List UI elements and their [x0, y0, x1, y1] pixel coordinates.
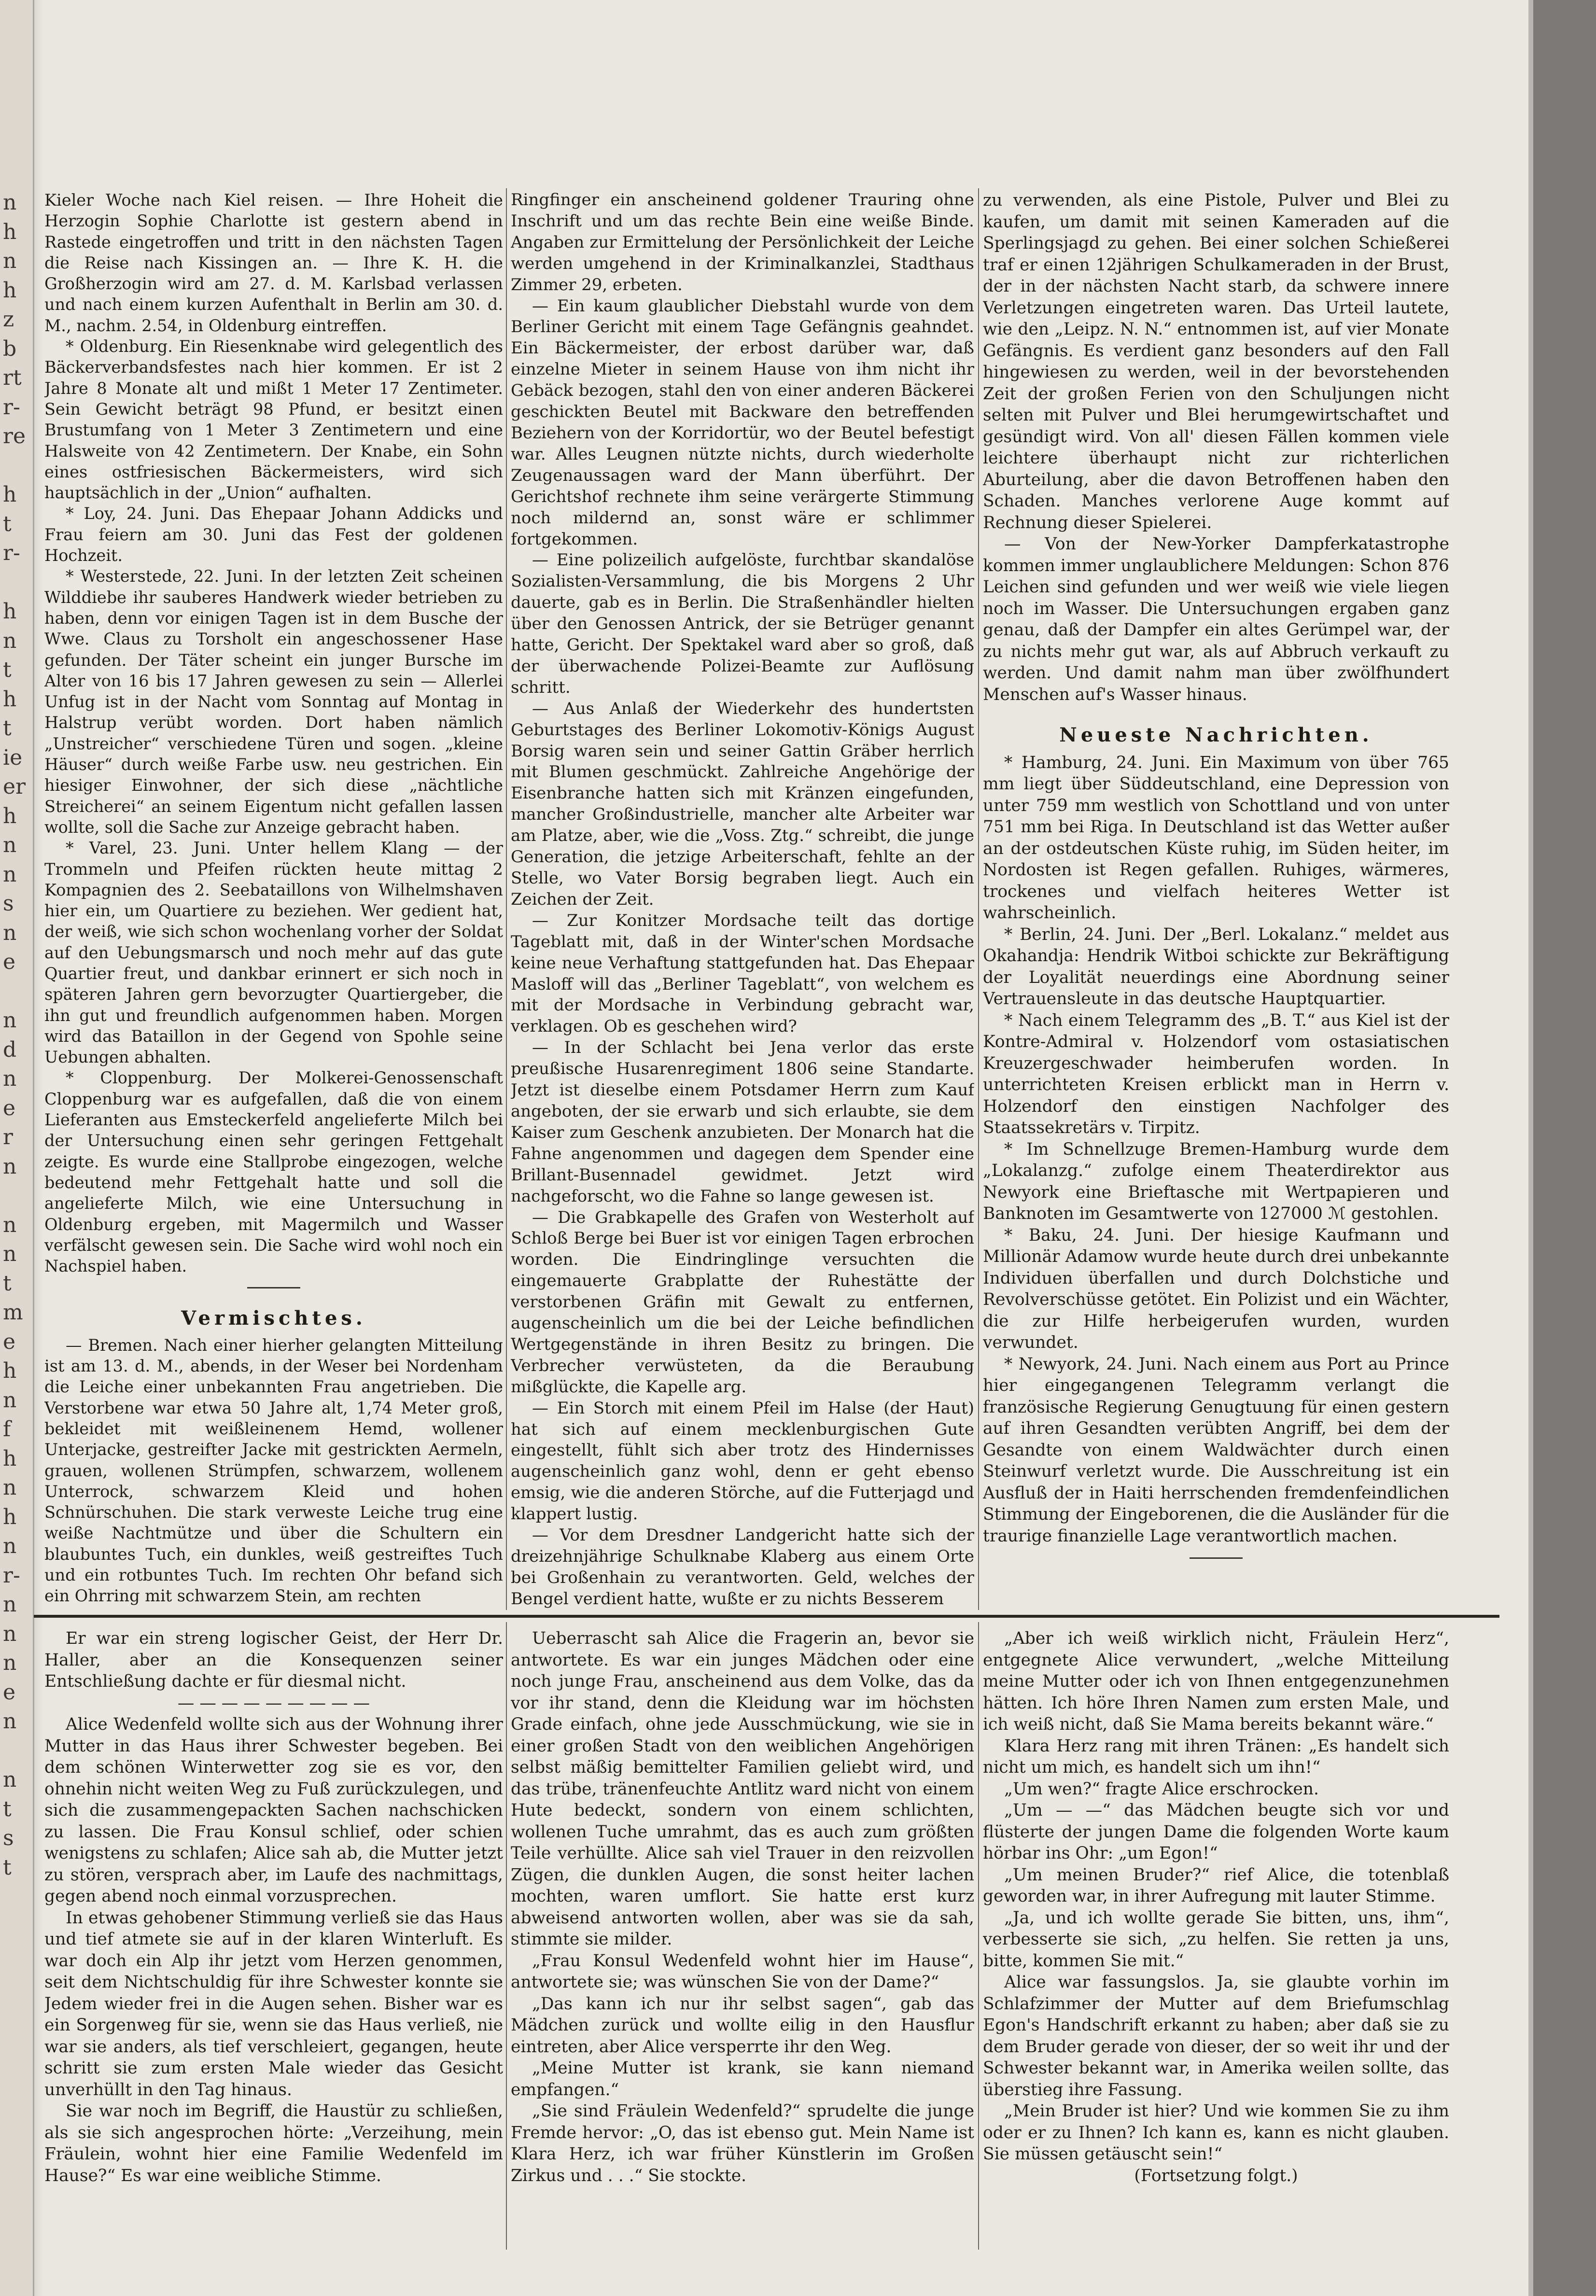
feuilleton-column-2: [511, 1628, 974, 2251]
column-rule: [978, 188, 979, 1610]
news-paragraph: — Aus Anlaß der Wiederkehr des hundertsten Geburtstages des Berliner Lokomotiv-Königs August Borsig waren sein und seiner Gattin Gräber herrlich mit Blumen geschmückt. Zahlreiche Angehörige der Eisenbranche hatten sich mit Kränzen eingefunden, mancher Großindustrielle, mancher alte Arbeiter war am Platze, aber, wie die „Voss. Ztg.“ schreibt, die junge Generation, die jetzige Arbeiterschaft, fehlte an der Stelle, wo Vater Borsig begraben liegt. Auch ein Zeichen der Zeit.: [511, 699, 974, 909]
news-paragraph: zu verwenden, als eine Pistole, Pulver und Blei zu kaufen, um damit mit seinen Kameraden auf die Sperlingsjagd zu gehen. Bei einer solchen Schießerei traf er einen 12jährigen Schulkameraden in der Brust, der in der nächsten Nacht starb, da schwere innere Verletzungen eingetreten waren. Das Urteil lautete, wie den „Leipz. N. N.“ entnommen ist, auf vier Monate Gefängnis. Es verdient ganz besonders auf den Fall hingewiesen zu werden, weil in der bevorstehenden Zeit der großen Ferien von den Schuljungen nicht selten mit Pulver und Blei herumgewirtschaftet und gesündigt wird. Von all' diesen Fällen kommen viele leichtere überhaupt nicht zur richterlichen Aburteilung, aber die davon Betroffenen haben den Schaden. Manches verlorene Auge kommt auf Rechnung dieser Spielerei.: [983, 191, 1449, 532]
feuilleton-paragraph: In etwas gehobener Stimmung verließ sie das Haus und tief atmete sie auf in der klaren Winterluft. Es war doch ein Alp ihr jetzt vom Herzen genommen, seit dem Nichtschuldig für ihre Schwester konnte sie Jedem wieder frei in die Augen sehen. Bisher war es ein Sorgenweg für sie, wenn sie das Haus verließ, nie war sie anders, als tief verschleiert, gegangen, heute schritt sie zum ersten Male wieder das Gesicht unverhüllt in den Tag hinaus.: [44, 1908, 503, 2100]
news-paragraph: * Varel, 23. Juni. Unter hellem Klang — der Trommeln und Pfeifen rückten heute mittag 2 Kompagnien des 2. Seebataillons von Wilhelmshaven hier ein, um Quartiere zu beziehen. Wer gedient hat, der weiß, wie sich schon wochenlang vorher der Soldat auf den Uebungsmarsch und noch mehr auf das gute Quartier freut, und dankbar erinnert er sich noch in späteren Jahren gern bevorzugter Quartiergeber, die ihn gut und freundlich aufgenommen haben. Morgen wird das Bataillon in der Gegend von Spohle seine Uebungen abhalten.: [44, 839, 503, 1067]
feuilleton-paragraph: „Ja, und ich wollte gerade Sie bitten, uns, ihm“, verbesserte sie sich, „zu helfen. Sie retten ja uns, bitte, kommen Sie mit.“: [983, 1908, 1449, 1971]
feuilleton-paragraph: „Sie sind Fräulein Wedenfeld?“ sprudelte die junge Fremde hervor: „O, das ist ebenso gut. Mein Name ist Klara Herz, ich war früher Künstlerin im Großen Zirkus und . . .“ Sie stockte.: [511, 2101, 974, 2185]
feuilleton-paragraph: Er war ein streng logischer Geist, der Herr Dr. Haller, aber an die Konsequenzen seiner Entschließung dachte er für diesmal nicht.: [44, 1629, 503, 1691]
scene-break: — — — — — — — — —: [177, 1693, 370, 1713]
news-column-3: [983, 190, 1449, 1609]
news-paragraph: — Eine polizeilich aufgelöste, furchtbar skandalöse Sozialisten-Versammlung, die bis Morgens 2 Uhr dauerte, gab es in Berlin. Die Straßenhändler hielten über den Genossen Antrick, der sie Betrüger genannt hatte, Gericht. Der Spektakel ward aber so groß, daß der überwachende Polizei-Beamte zur Auflösung schritt.: [511, 550, 974, 697]
section-heading-neueste-nachrichten: Neueste Nachrichten.: [1059, 724, 1373, 746]
feuilleton-paragraph: „Frau Konsul Wedenfeld wohnt hier im Hause“, antwortete sie; was wünschen Sie von der Dame?“: [511, 1951, 974, 1992]
feuilleton-paragraph: Ueberrascht sah Alice die Fragerin an, bevor sie antwortete. Es war ein junges Mädchen oder eine noch junge Frau, anscheinend aus dem Volke, das da vor ihr stand, denn die Kleidung war im höchsten Grade einfach, ohne jede Ausschmückung, wie sie in einer großen Stadt von den weiblichen Angehörigen selbst mäßig bemittelter Familien geliebt wird, und das trübe, tränenfeuchte Antlitz ward nicht von einem Hute bedeckt, sondern von einem schlichten, wollenen Tuche umrahmt, das es auch zum größten Teile verhüllte. Alice sah viel Trauer in den reizvollen Zügen, die dunklen Augen, die sonst heiter lachen mochten, waren umflort. Sie hatte erst kurz abweisend antworten wollen, aber was sie da sah, stimmte sie milder.: [511, 1629, 974, 1949]
column-rule: [506, 188, 507, 1610]
page-edge-inner: [1528, 0, 1533, 2296]
feuilleton-paragraph: Klara Herz rang mit ihren Tränen: „Es handelt sich nicht um mich, es handelt sich um ihn!“: [983, 1736, 1449, 1777]
column-rule: [506, 1622, 507, 2250]
end-divider: [1190, 1557, 1243, 1559]
news-paragraph: * Nach einem Telegramm des „B. T.“ aus Kiel ist der Kontre-Admiral v. Holzendorf vom ostasiatischen Kreuzergeschwader heimberufen worden. In unterrichteten Kreisen erblickt man in Herrn v. Holzendorf den einstigen Nachfolger des Staatssekretärs v. Tirpitz.: [983, 1010, 1449, 1137]
feuilleton-paragraph: „Um — —“ das Mädchen beugte sich vor und flüsterte der jungen Dame die folgenden Worte kaum hörbar ins Ohr: „um Egon!“: [983, 1801, 1449, 1863]
feuilleton-paragraph: „Um wen?“ fragte Alice erschrocken.: [1004, 1779, 1319, 1799]
adjacent-page-edge: [0, 0, 34, 2296]
feuilleton-paragraph: Alice Wedenfeld wollte sich aus der Wohnung ihrer Mutter in das Haus ihrer Schwester begeben. Bei dem schönen Winterwetter zog sie es vor, den ohnehin nicht weiten Weg zu Fuß zurückzulegen, und sich die zusammengepackten Sachen nachschicken zu lassen. Die Frau Konsul schlief, oder schien wenigstens zu schlafen; Alice sah ab, die Mutter jetzt zu stören, versprach aber, im Laufe des nachmittags, gegen abend noch einmal vorzusprechen.: [44, 1715, 503, 1906]
news-paragraph: * Baku, 24. Juni. Der hiesige Kaufmann und Millionär Adamow wurde heute durch drei unbekannte Individuen überfallen und durch Dolchstiche und Revolverschüsse getötet. Ein Polizist und ein Wächter, die zur Hilfe herbeigerufen wurden, wurden verwundet.: [983, 1225, 1449, 1352]
section-divider: [247, 1287, 300, 1288]
news-paragraph: * Newyork, 24. Juni. Nach einem aus Port au Prince hier eingegangenen Telegramm verlangt die französische Regierung Genugtuung für einen gestern auf ihren Gesandten verübten Angriff, bei dem der Gesandte von einem Waldwächter durch einen Steinwurf verletzt wurde. Die Ausschreitung ist ein Ausfluß der in Haiti herrschenden fremdenfeindlichen Stimmung der Eingeborenen, die die Ausländer für die traurige finanzielle Lage verantwortlich machen.: [983, 1354, 1449, 1546]
section-heading-vermischtes: Vermischtes.: [181, 1307, 366, 1330]
feuilleton-column-1: [44, 1628, 503, 2251]
feuilleton-paragraph: „Aber ich weiß wirklich nicht, Fräulein Herz“, entgegnete Alice verwundert, „welche Mitteilung meine Mutter oder ich von Ihnen entgegenzunehmen hätten. Ich höre Ihren Namen zum ersten Male, und ich weiß nicht, daß Sie Mama bereits bekannt wäre.“: [983, 1629, 1449, 1734]
news-paragraph: * Oldenburg. Ein Riesenknabe wird gelegentlich des Bäckerverbandsfestes nach hier kommen. Er ist 2 Jahre 8 Monate alt und mißt 1 Meter 17 Zentimeter. Sein Gewicht beträgt 98 Pfund, er besitzt einen Brustumfang von 1 Meter 3 Zentimetern und eine Halsweite von 42 Zentimetern. Der Knabe, ein Sohn eines ostfriesischen Bäckermeisters, wird sich hauptsächlich in der „Union“ aufhalten.: [44, 337, 503, 503]
feuilleton-paragraph: „Das kann ich nur ihr selbst sagen“, gab das Mädchen zurück und wollte eilig in den Hausflur eintreten, aber Alice versperrte ihr den Weg.: [511, 1994, 974, 2057]
news-paragraph: * Cloppenburg. Der Molkerei-Genossenschaft Cloppenburg war es aufgefallen, daß die von einem Lieferanten aus Emsteckerfeld angelieferte Milch bei der Untersuchung einen sehr geringen Fettgehalt zeigte. Es wurde eine Stallprobe eingezogen, welche bedeutend mehr Fettgehalt hatte und soll die angelieferte Milch, wie eine Untersuchung in Oldenburg ergeben, mit Magermilch und Wasser verfälscht gewesen sein. Die Sache wird wohl noch ein Nachspiel haben.: [44, 1068, 503, 1276]
news-paragraph: — Bremen. Nach einer hierher gelangten Mitteilung ist am 13. d. M., abends, in der Weser bei Nordenham die Leiche einer unbekannten Frau angetrieben. Die Verstorbene war etwa 50 Jahre alt, 1,74 Meter groß, bekleidet mit weißleinenem Hemd, wollener Unterjacke, gestreifter Jacke mit gestrickten Aermeln, grauen, wollenen Strümpfen, schwarzem, wollenem Unterrock, schwarzem Kleid und hohen Schnürschuhen. Die stark verweste Leiche trug eine weiße Nachtmütze und über die Schultern ein blaubuntes Tuch, ein dunkles, weiß gestreiftes Tuch und ein rotbuntes Tuch. Im rechten Ohr befand sich ein Ohrring mit schwarzem Stein, am rechten: [44, 1335, 503, 1606]
news-paragraph: Ringfinger ein anscheinend goldener Trauring ohne Inschrift und um das rechte Bein eine weiße Binde. Angaben zur Ermittelung der Persönlichkeit der Leiche werden umgehend in der Kriminalkanzlei, Stadthaus Zimmer 29, erbeten.: [511, 190, 974, 294]
news-paragraph: Kieler Woche nach Kiel reisen. — Ihre Hoheit die Herzogin Sophie Charlotte ist gestern abend in Rastede eingetroffen und tritt in den nächsten Tagen die Reise nach Kissingen an. — Ihre K. H. die Großherzogin wird am 27. d. M. Karlsbad verlassen und nach einem kurzen Aufenthalt in Berlin am 30. d. M., nachm. 2.54, in Oldenburg eintreffen.: [44, 191, 503, 335]
news-paragraph: * Loy, 24. Juni. Das Ehepaar Johann Addicks und Frau feiern am 30. Juni das Fest der goldenen Hochzeit.: [44, 504, 503, 565]
news-paragraph: * Westerstede, 22. Juni. In der letzten Zeit scheinen Wilddiebe ihr sauberes Handwerk wieder betrieben zu haben, denn vor einigen Tagen ist in dem Busche der Wwe. Claus zu Torsholt ein angeschossener Hase gefunden. Der Täter scheint ein junger Bursche im Alter von 16 bis 17 Jahren gewesen zu sein — Allerlei Unfug ist in der Nacht vom Sonntag auf Montag in Halstrup verübt worden. Dort haben nämlich „Unstreicher“ verschiedene Türen und sogen. „kleine Häuser“ durch weiße Farbe usw. neu gestrichen. Ein hiesiger Einwohner, der sich diese „nächtliche Streicherei“ an seinem Eigentum nicht gefallen lassen wollte, soll die Sache zur Anzeige gebracht haben.: [44, 567, 503, 837]
news-column-2: [511, 190, 974, 1609]
news-paragraph: — Die Grabkapelle des Grafen von Westerholt auf Schloß Berge bei Buer ist vor einigen Tagen erbrochen worden. Die Eindringlinge versuchten die eingemauerte Grabplatte der Ruhestätte der verstorbenen Gräfin mit Gewalt zu entfernen, augenscheinlich um die bei der Leiche befindlichen Wertgegenstände in ihren Besitz zu bringen. Die Verbrecher verwüsteten, da die Beraubung mißglückte, die Kapelle arg.: [511, 1207, 974, 1397]
feuilleton-paragraph: Sie war noch im Begriff, die Haustür zu schließen, als sie sich angesprochen hörte: „Verzeihung, mein Fräulein, wohnt hier eine Familie Wedenfeld im Hause?“ Es war eine weibliche Stimme.: [44, 2101, 503, 2185]
column-rule: [978, 1622, 979, 2250]
continuation-note: (Fortsetzung folgt.): [1134, 2166, 1298, 2185]
feuilleton-column-3: [983, 1628, 1449, 2251]
news-paragraph: * Hamburg, 24. Juni. Ein Maximum von über 765 mm liegt über Süddeutschland, eine Depression von unter 759 mm westlich von Schottland und von unter 751 mm bei Riga. In Deutschland ist das Wetter außer an der ostdeutschen Küste ruhig, im Süden heiter, im Nordosten ist Regen gefallen. Ruhiges, wärmeres, trockenes und vielfach heiteres Wetter ist wahrscheinlich.: [983, 753, 1449, 923]
feuilleton-paragraph: Alice war fassungslos. Ja, sie glaubte vorhin im Schlafzimmer der Mutter auf dem Briefumschlag Egon's Handschrift erkannt zu haben; aber daß sie zu dem Bruder gerade von dieser, der so weit ihr und der Schwester bekannt war, in Amerika weilen sollte, das überstieg ihre Fassung.: [983, 1973, 1449, 2100]
news-paragraph: — Von der New-Yorker Dampferkatastrophe kommen immer unglaublichere Meldungen: Schon 876 Leichen sind gefunden und wer weiß wie viele liegen noch im Wasser. Die Untersuchungen ergaben ganz genau, daß der Dampfer ein altes Gerümpel war, der zu nichts mehr gut war, als auf Abbruch verkauft zu werden. Und damit nahm man über zwölfhundert Menschen auf's Wasser hinaus.: [983, 534, 1449, 704]
adjacent-page-fragments: n h n h z b rt r- re h t r- h n t h t ie er h n n s n e n d n e r n n n t m e h n f h n h n r- n n n e n n t s t: [3, 190, 26, 1880]
news-paragraph: * Berlin, 24. Juni. Der „Berl. Lokalanz.“ meldet aus Okahandja: Hendrik Witboi schickte zur Bekräftigung der Loyalität neuerdings eine Abordnung seiner Vertrauensleute in das deutsche Hauptquartier.: [983, 924, 1449, 1008]
feuilleton-separator-rule: [34, 1615, 1499, 1618]
news-paragraph: — Ein kaum glaublicher Diebstahl wurde von dem Berliner Gericht mit einem Tage Gefängnis geahndet. Ein Bäckermeister, der erbost darüber war, daß einzelne Mieter in seinem Hause von ihm nicht ihr Gebäck bezogen, stahl den von einer anderen Bäckerei geschickten Beutel mit Backware den betreffenden Beziehern von der Korridortür, wo der Beutel befestigt war. Alles Leugnen nützte nichts, durch wiederholte Zeugenaussagen ward der Mann überführt. Der Gerichtshof rechnete ihm seine verärgerte Stimmung noch mildernd an, sonst wäre er schlimmer fortgekommen.: [511, 296, 974, 549]
news-paragraph: — In der Schlacht bei Jena verlor das erste preußische Husarenregiment 1806 seine Standarte. Jetzt ist dieselbe einem Potsdamer Herrn zum Kauf angeboten, der sie erwarb und sich erlaubte, sie dem Kaiser zum Geschenk anzubieten. Der Monarch hat die Fahne angenommen und dagegen dem Spender eine Brillant-Busennadel gewidmet. Jetzt wird nachgeforscht, wo die Fahne so lange gewesen ist.: [511, 1038, 974, 1206]
scan-background-edge: [1533, 0, 1596, 2296]
feuilleton-paragraph: „Um meinen Bruder?“ rief Alice, die totenblaß geworden war, in ihrer Aufregung mit lauter Stimme.: [983, 1865, 1449, 1906]
feuilleton-paragraph: „Mein Bruder ist hier? Und wie kommen Sie zu ihm oder er zu Ihnen? Ich kann es, kann es nicht glauben. Sie müssen getäuscht sein!“: [983, 2101, 1449, 2164]
news-paragraph: — Ein Storch mit einem Pfeil im Halse (der Haut) hat sich auf einem mecklenburgischen Gute eingestellt, fühlt sich aber trotz des Hindernisses augenscheinlich ganz wohl, denn er geht ebenso emsig, wie die anderen Störche, auf die Futterjagd und klappert lustig.: [511, 1398, 974, 1524]
news-paragraph: — Zur Konitzer Mordsache teilt das dortige Tageblatt mit, daß in der Winter'schen Mordsache keine neue Verhaftung stattgefunden hat. Das Ehepaar Masloff will das „Berliner Tageblatt“, von welchem es mit der Mordsache in Verbindung gebracht war, verklagen. Ob es geschehen wird?: [511, 910, 974, 1036]
news-paragraph: * Im Schnellzuge Bremen-Hamburg wurde dem „Lokalanzg.“ zufolge einem Theaterdirektor aus Newyork eine Brieftasche mit Wertpapieren und Banknoten im Gesamtwerte von 127000 ℳ gestohlen.: [983, 1139, 1449, 1223]
page-fold-shadow: [33, 0, 43, 2296]
news-paragraph: — Vor dem Dresdner Landgericht hatte sich der dreizehnjährige Schulknabe Klaberg aus einem Orte bei Großenhain zu verantworten. Geld, welches der Bengel verdient hatte, wußte er zu nichts Besserem: [511, 1526, 974, 1609]
news-column-1: [44, 190, 503, 1609]
feuilleton-paragraph: „Meine Mutter ist krank, sie kann niemand empfangen.“: [511, 2058, 974, 2100]
